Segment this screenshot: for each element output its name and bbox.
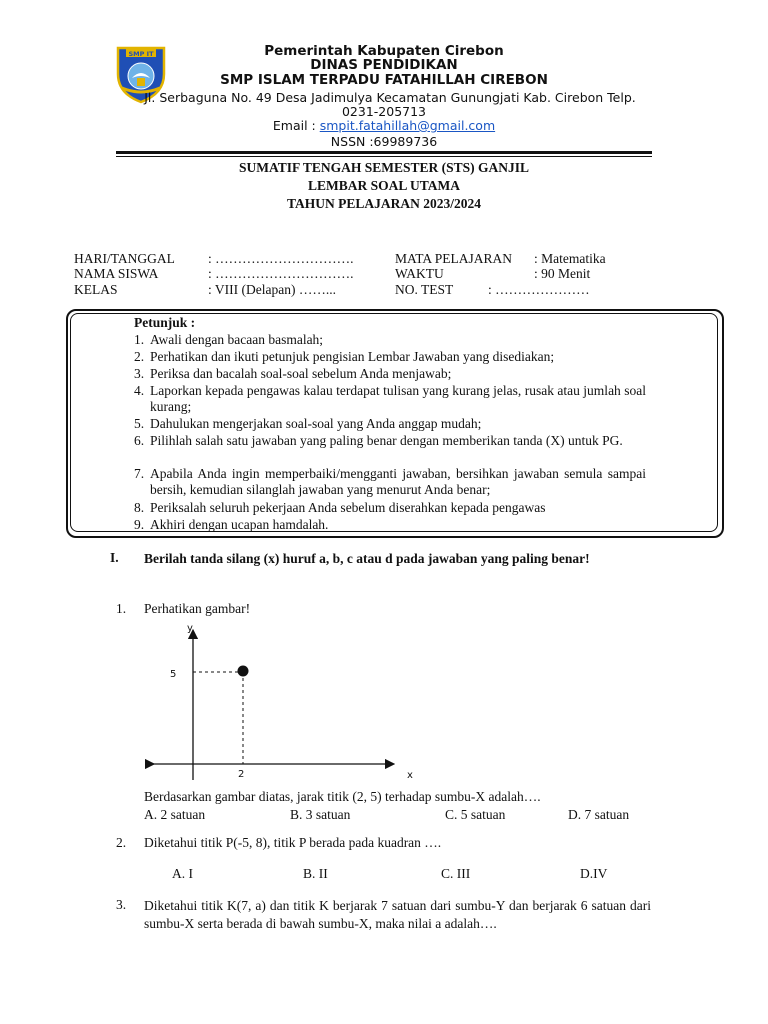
mapel-label: MATA PELAJARAN bbox=[395, 251, 513, 266]
waktu-label: WAKTU bbox=[395, 266, 444, 281]
instruction-number: 9. bbox=[134, 517, 145, 532]
question-text: Diketahui titik K(7, a) dan titik K berjarak 7 satuan dari sumbu-Y dan berjarak 6 satuan dari sumbu-X serta berada di bawah sumbu-X, maka nilai a adalah…. bbox=[144, 898, 651, 931]
option-d[interactable]: D. 7 satuan bbox=[568, 807, 630, 822]
logo-text: SMP IT bbox=[128, 50, 154, 58]
exam-year: TAHUN PELAJARAN 2023/2024 bbox=[286, 196, 481, 211]
x-tick-label: 2 bbox=[238, 769, 245, 780]
notest-field[interactable]: : ………………… bbox=[488, 282, 590, 297]
instruction-number: 6. bbox=[134, 433, 145, 448]
section-number: I. bbox=[110, 550, 119, 565]
exam-title: SUMATIF TENGAH SEMESTER (STS) GANJIL bbox=[238, 160, 530, 175]
instruction-item bbox=[134, 433, 650, 449]
instruction-number: 5. bbox=[134, 416, 145, 431]
question-text: Diketahui titik P(-5, 8), titik P berada pada kuadran …. bbox=[144, 835, 442, 850]
notest-label: NO. TEST bbox=[395, 282, 454, 297]
letterhead-address: Jl. Serbaguna No. 49 Desa Jadimulya Kecamatan Gunungjati Kab. Cirebon Telp. bbox=[144, 90, 636, 105]
instruction-text: Apabila Anda ingin memperbaiki/mengganti jawaban, bersihkan jawaban semula sampai bersih, kemudian silanglah jawaban yang menurut Anda benar; bbox=[150, 466, 646, 497]
instruction-number: 8. bbox=[134, 500, 145, 515]
question-number: 1. bbox=[116, 601, 127, 616]
option-a[interactable]: A. I bbox=[172, 866, 193, 881]
question-number: 2. bbox=[116, 835, 127, 850]
nama-field[interactable]: : …………………………. bbox=[208, 266, 354, 281]
exam-subtitle: LEMBAR SOAL UTAMA bbox=[307, 178, 460, 193]
mapel-value: : Matematika bbox=[534, 251, 606, 266]
kelas-label: KELAS bbox=[74, 282, 118, 297]
hari-field[interactable]: : …………………………. bbox=[208, 251, 354, 266]
instruction-number: 1. bbox=[134, 332, 145, 347]
instruction-text: Dahulukan mengerjakan soal-soal yang Anda anggap mudah; bbox=[150, 416, 482, 431]
letterhead-phone: 0231-205713 bbox=[341, 104, 427, 119]
x-axis-label: x bbox=[407, 770, 413, 781]
option-c[interactable]: C. 5 satuan bbox=[445, 807, 506, 822]
instruction-item bbox=[134, 366, 650, 382]
instruction-text: Perhatikan dan ikuti petunjuk pengisian Lembar Jawaban yang disediakan; bbox=[150, 349, 555, 364]
letterhead-school-name: SMP ISLAM TERPADU FATAHILLAH CIREBON bbox=[220, 72, 548, 88]
option-c[interactable]: C. III bbox=[441, 866, 471, 881]
y-tick-label: 5 bbox=[170, 669, 177, 680]
email-link[interactable]: smpit.fatahillah@gmail.com bbox=[319, 118, 496, 133]
instruction-number: 2. bbox=[134, 349, 145, 364]
option-b[interactable]: B. II bbox=[303, 866, 328, 881]
option-a[interactable]: A. 2 satuan bbox=[144, 807, 206, 822]
email-label: Email : bbox=[272, 118, 320, 133]
instruction-item bbox=[134, 349, 650, 365]
y-axis-label: y bbox=[187, 623, 193, 634]
instruction-text: Akhiri dengan ucapan hamdalah. bbox=[150, 517, 329, 532]
question-text: Perhatikan gambar! bbox=[144, 601, 251, 616]
instruction-number: 7. bbox=[134, 466, 145, 481]
letterhead-divider bbox=[116, 151, 652, 154]
instruction-item bbox=[134, 416, 650, 432]
letterhead-email-line bbox=[100, 118, 668, 133]
instruction-text: Laporkan kepada pengawas kalau terdapat tulisan yang kurang jelas, rusak atau jumlah soal kurang; bbox=[150, 383, 646, 414]
instruction-text: Periksalah seluruh pekerjaan Anda sebelum diserahkan kepada pengawas bbox=[150, 500, 546, 515]
instruction-item bbox=[134, 383, 650, 415]
nama-label: NAMA SISWA bbox=[74, 266, 159, 281]
instruction-text: Periksa dan bacalah soal-soal sebelum Anda menjawab; bbox=[150, 366, 452, 381]
question-followup: Berdasarkan gambar diatas, jarak titik (2, 5) terhadap sumbu-X adalah…. bbox=[144, 789, 541, 804]
instruction-item bbox=[134, 332, 650, 348]
instruction-item bbox=[134, 517, 650, 533]
letterhead-divider-thin bbox=[116, 156, 652, 157]
kelas-field[interactable]: : VIII (Delapan) ……... bbox=[208, 282, 336, 297]
instruction-number: 4. bbox=[134, 383, 145, 398]
instruction-text: Pilihlah salah satu jawaban yang paling benar dengan memberikan tanda (X) untuk PG. bbox=[150, 433, 623, 448]
letterhead-agency: DINAS PENDIDIKAN bbox=[310, 57, 458, 73]
letterhead-nssn: NSSN :69989736 bbox=[330, 134, 438, 149]
instruction-number: 3. bbox=[134, 366, 145, 381]
instruction-text: Awali dengan bacaan basmalah; bbox=[150, 332, 324, 347]
option-b[interactable]: B. 3 satuan bbox=[290, 807, 351, 822]
letterhead-government: Pemerintah Kabupaten Cirebon bbox=[264, 43, 504, 59]
hari-label: HARI/TANGGAL bbox=[74, 251, 175, 266]
coordinate-graph bbox=[140, 620, 420, 785]
graph-point bbox=[238, 666, 249, 677]
instructions-heading: Petunjuk : bbox=[134, 315, 196, 330]
instruction-item bbox=[134, 500, 650, 516]
question-number: 3. bbox=[116, 897, 127, 912]
option-d[interactable]: D.IV bbox=[580, 866, 608, 881]
instruction-item bbox=[134, 466, 650, 498]
waktu-value: : 90 Menit bbox=[534, 266, 591, 281]
section-instruction: Berilah tanda silang (x) huruf a, b, c atau d pada jawaban yang paling benar! bbox=[144, 551, 590, 566]
